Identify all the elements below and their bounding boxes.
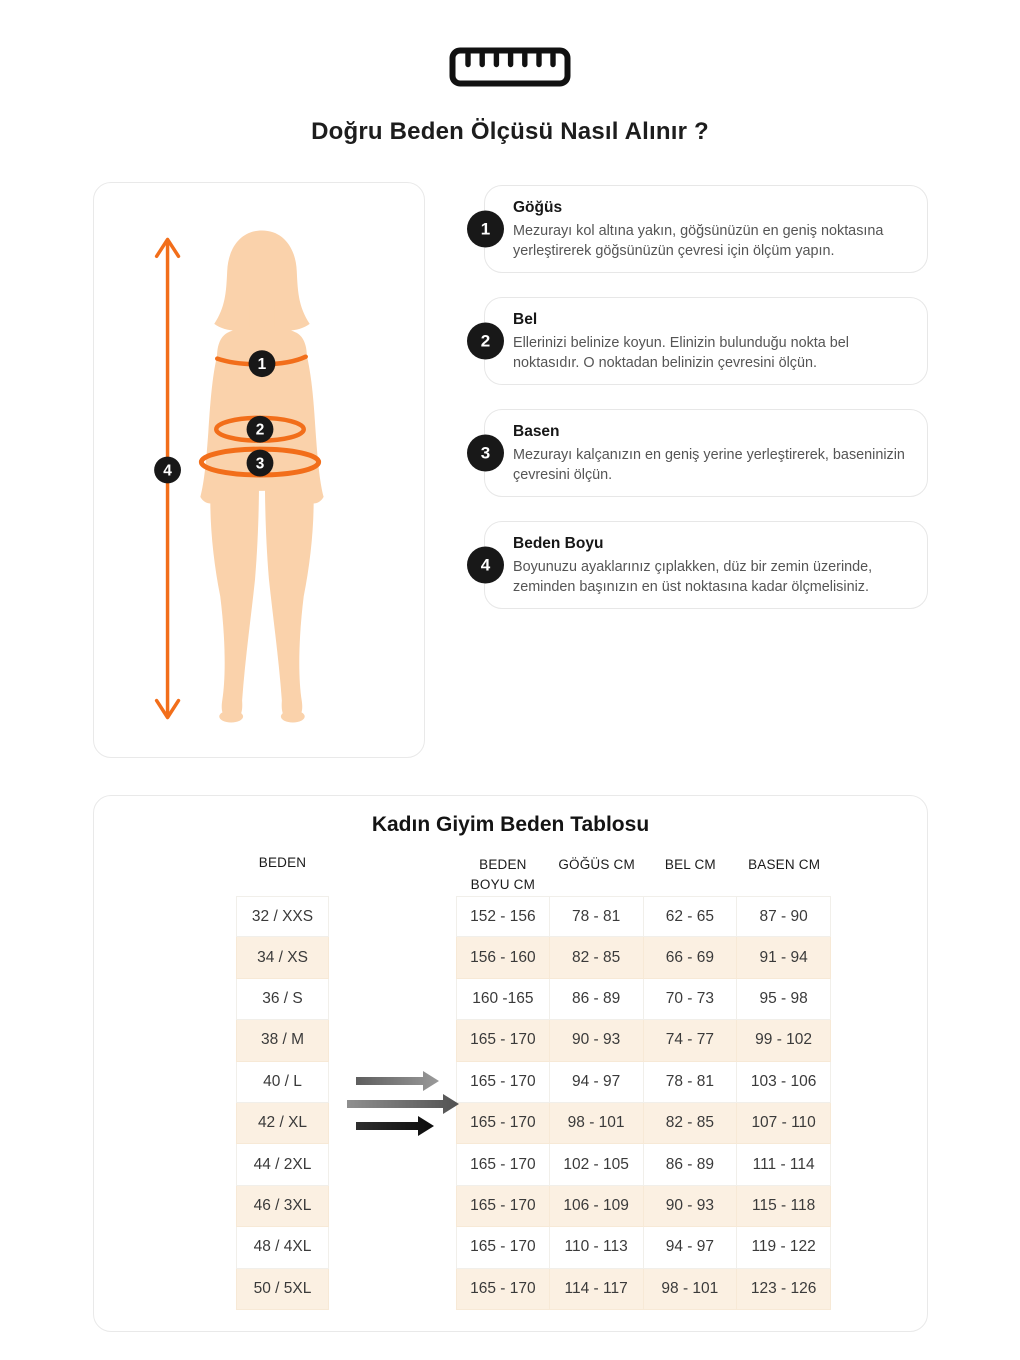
step-number: 1 — [480, 219, 491, 238]
instruction-title: Bel — [513, 311, 538, 328]
step-number-badge — [467, 323, 504, 360]
size-cell: 46 / 3XL — [236, 1186, 329, 1227]
row-values — [456, 1186, 831, 1227]
instruction-title: Göğüs — [513, 199, 563, 216]
table-row — [94, 1020, 927, 1061]
table-row — [94, 896, 927, 937]
table-row — [94, 1103, 927, 1144]
step-number: 2 — [480, 331, 491, 350]
instruction-card — [480, 409, 928, 497]
size-value-cell: 91 - 94 — [737, 937, 831, 978]
instruction-card — [480, 521, 928, 609]
size-value-cell: 152 - 156 — [456, 896, 550, 937]
column-header: BASEN CM — [748, 857, 821, 872]
size-value-cell: 62 - 65 — [644, 896, 738, 937]
table-row — [94, 1227, 927, 1268]
table-row — [94, 1269, 927, 1310]
figure-badge-2-number: 2 — [255, 421, 265, 439]
instruction-text: Ellerinizi belinize koyun. Elinizin bulunduğu nokta bel noktasıdır. O noktadan belinizin çevresini ölçün. — [513, 335, 849, 372]
figure-badge-4-number: 4 — [163, 462, 172, 480]
size-table-panel — [93, 795, 928, 1332]
row-values — [456, 1227, 831, 1268]
table-row — [94, 937, 927, 978]
size-cell: 48 / 4XL — [236, 1227, 329, 1268]
instruction-card — [480, 297, 928, 385]
table-row — [94, 1144, 927, 1185]
size-value-cell: 165 - 170 — [456, 1227, 550, 1268]
size-value-cell: 87 - 90 — [737, 896, 831, 937]
size-cell: 32 / XXS — [236, 896, 329, 937]
size-value-cell: 94 - 97 — [550, 1062, 644, 1103]
row-values — [456, 896, 831, 937]
size-value-cell: 106 - 109 — [550, 1186, 644, 1227]
instruction-text: Mezurayı kalçanızın en geniş yerine yerleştirerek, baseninizin çevresini ölçün. — [513, 447, 905, 484]
table-body — [94, 896, 927, 1310]
size-value-cell: 111 - 114 — [737, 1144, 831, 1185]
measure-column-headers — [456, 855, 831, 894]
body-silhouette-figure — [94, 183, 424, 757]
figure-badge-1-number: 1 — [257, 356, 267, 374]
size-value-cell: 86 - 89 — [550, 979, 644, 1020]
size-value-cell: 66 - 69 — [644, 937, 738, 978]
size-value-cell: 78 - 81 — [550, 896, 644, 937]
size-value-cell: 115 - 118 — [737, 1186, 831, 1227]
column-header: GÖĞÜS CM — [558, 857, 635, 872]
row-values — [456, 979, 831, 1020]
size-value-cell: 107 - 110 — [737, 1103, 831, 1144]
column-header: BEL CM — [664, 857, 716, 872]
size-value-cell: 98 - 101 — [550, 1103, 644, 1144]
size-value-cell: 165 - 170 — [456, 1062, 550, 1103]
step-number-badge — [467, 211, 504, 248]
size-value-cell: 78 - 81 — [644, 1062, 738, 1103]
instruction-title: Basen — [513, 423, 560, 440]
size-value-cell: 98 - 101 — [644, 1269, 738, 1310]
size-table-title: Kadın Giyim Beden Tablosu — [371, 813, 650, 836]
size-value-cell: 90 - 93 — [644, 1186, 738, 1227]
row-values — [456, 1020, 831, 1061]
size-cell: 50 / 5XL — [236, 1269, 329, 1310]
size-value-cell: 165 - 170 — [456, 1020, 550, 1061]
instruction-list — [480, 185, 928, 609]
step-number-badge — [467, 435, 504, 472]
size-cell: 36 / S — [236, 979, 329, 1020]
size-value-cell: 70 - 73 — [644, 979, 738, 1020]
row-values — [456, 1269, 831, 1310]
size-highlight-arrows-icon — [344, 1064, 469, 1142]
measurement-figure-panel — [93, 182, 425, 758]
table-header-row — [94, 855, 927, 895]
table-row — [94, 1062, 927, 1103]
size-value-cell: 82 - 85 — [644, 1103, 738, 1144]
table-row — [94, 1186, 927, 1227]
size-value-cell: 102 - 105 — [550, 1144, 644, 1185]
instruction-title: Beden Boyu — [513, 535, 604, 552]
page-title: Doğru Beden Ölçüsü Nasıl Alınır ? — [311, 118, 709, 145]
row-values — [456, 937, 831, 978]
size-value-cell: 119 - 122 — [737, 1227, 831, 1268]
figure-badge-3-number: 3 — [255, 455, 265, 473]
size-value-cell: 86 - 89 — [644, 1144, 738, 1185]
instruction-card — [480, 185, 928, 273]
size-value-cell: 110 - 113 — [550, 1227, 644, 1268]
ruler-icon-svg — [449, 47, 571, 87]
table-row — [94, 979, 927, 1020]
size-cell: 38 / M — [236, 1020, 329, 1061]
size-value-cell: 90 - 93 — [550, 1020, 644, 1061]
step-number: 3 — [480, 443, 491, 462]
size-value-cell: 103 - 106 — [737, 1062, 831, 1103]
size-value-cell: 160 -165 — [456, 979, 550, 1020]
row-values — [456, 1144, 831, 1185]
size-value-cell: 99 - 102 — [737, 1020, 831, 1061]
size-value-cell: 165 - 170 — [456, 1103, 550, 1144]
step-number: 4 — [480, 555, 491, 574]
column-header-beden: BEDEN — [258, 855, 307, 870]
row-values — [456, 1062, 831, 1103]
size-value-cell: 95 - 98 — [737, 979, 831, 1020]
size-cell: 42 / XL — [236, 1103, 329, 1144]
size-value-cell: 123 - 126 — [737, 1269, 831, 1310]
size-value-cell: 94 - 97 — [644, 1227, 738, 1268]
size-value-cell: 74 - 77 — [644, 1020, 738, 1061]
instruction-text: Mezurayı kol altına yakın, göğsünüzün en geniş noktasına yerleştirerek göğsünüzün çevresi için ölçüm yapın. — [513, 223, 884, 260]
size-cell: 34 / XS — [236, 937, 329, 978]
column-header: BEDEN BOYU CM — [470, 857, 536, 892]
size-value-cell: 165 - 170 — [456, 1186, 550, 1227]
size-value-cell: 114 - 117 — [550, 1269, 644, 1310]
size-value-cell: 165 - 170 — [456, 1269, 550, 1310]
ruler-icon — [449, 47, 571, 87]
size-value-cell: 156 - 160 — [456, 937, 550, 978]
size-value-cell: 165 - 170 — [456, 1144, 550, 1185]
size-value-cell: 82 - 85 — [550, 937, 644, 978]
size-cell: 44 / 2XL — [236, 1144, 329, 1185]
step-number-badge — [467, 547, 504, 584]
size-cell: 40 / L — [236, 1062, 329, 1103]
row-values — [456, 1103, 831, 1144]
instruction-text: Boyunuzu ayaklarınız çıplakken, düz bir zemin üzerinde, zeminden başınızın en üst noktasına kadar ölçmelisiniz. — [513, 559, 873, 596]
